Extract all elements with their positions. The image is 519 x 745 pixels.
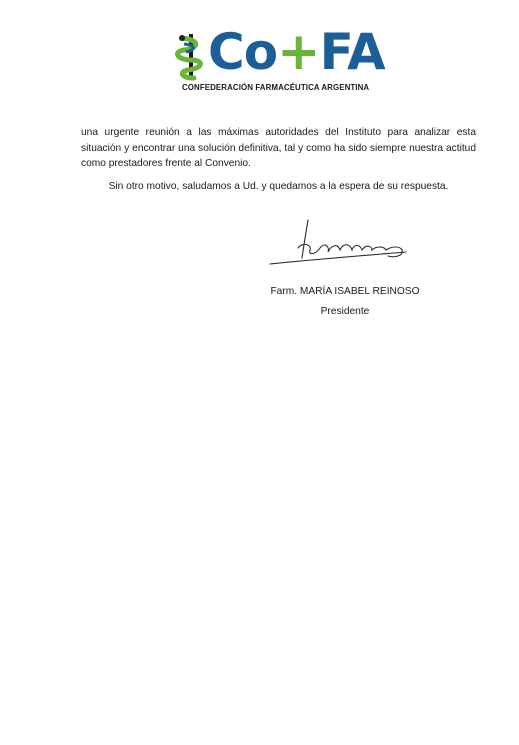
logo-fa: FA — [319, 23, 385, 81]
logo-plus: + — [277, 22, 320, 82]
caduceus-snake-icon — [174, 32, 208, 82]
closing-paragraph: Sin otro motivo, saludamos a Ud. y quedamos a la espera de su respuesta. — [108, 181, 449, 192]
handwritten-signature — [268, 218, 414, 270]
logo-wordmark — [208, 24, 385, 80]
logo-co: Co — [208, 23, 278, 81]
body-paragraph-1: una urgente reunión a las máximas autoridades del Instituto para analizar esta situación y encontrar una solución definitiva, tal y como ha sido siempre nuestra actitud como prestadores frente al Convenio. — [81, 127, 476, 169]
signer-title: Presidente — [320, 306, 370, 317]
cofa-logo — [174, 22, 385, 98]
signer-name: Farm. MARÍA ISABEL REINOSO — [270, 286, 420, 297]
logo-subtitle: CONFEDERACIÓN FARMACÉUTICA ARGENTINA — [182, 82, 370, 92]
